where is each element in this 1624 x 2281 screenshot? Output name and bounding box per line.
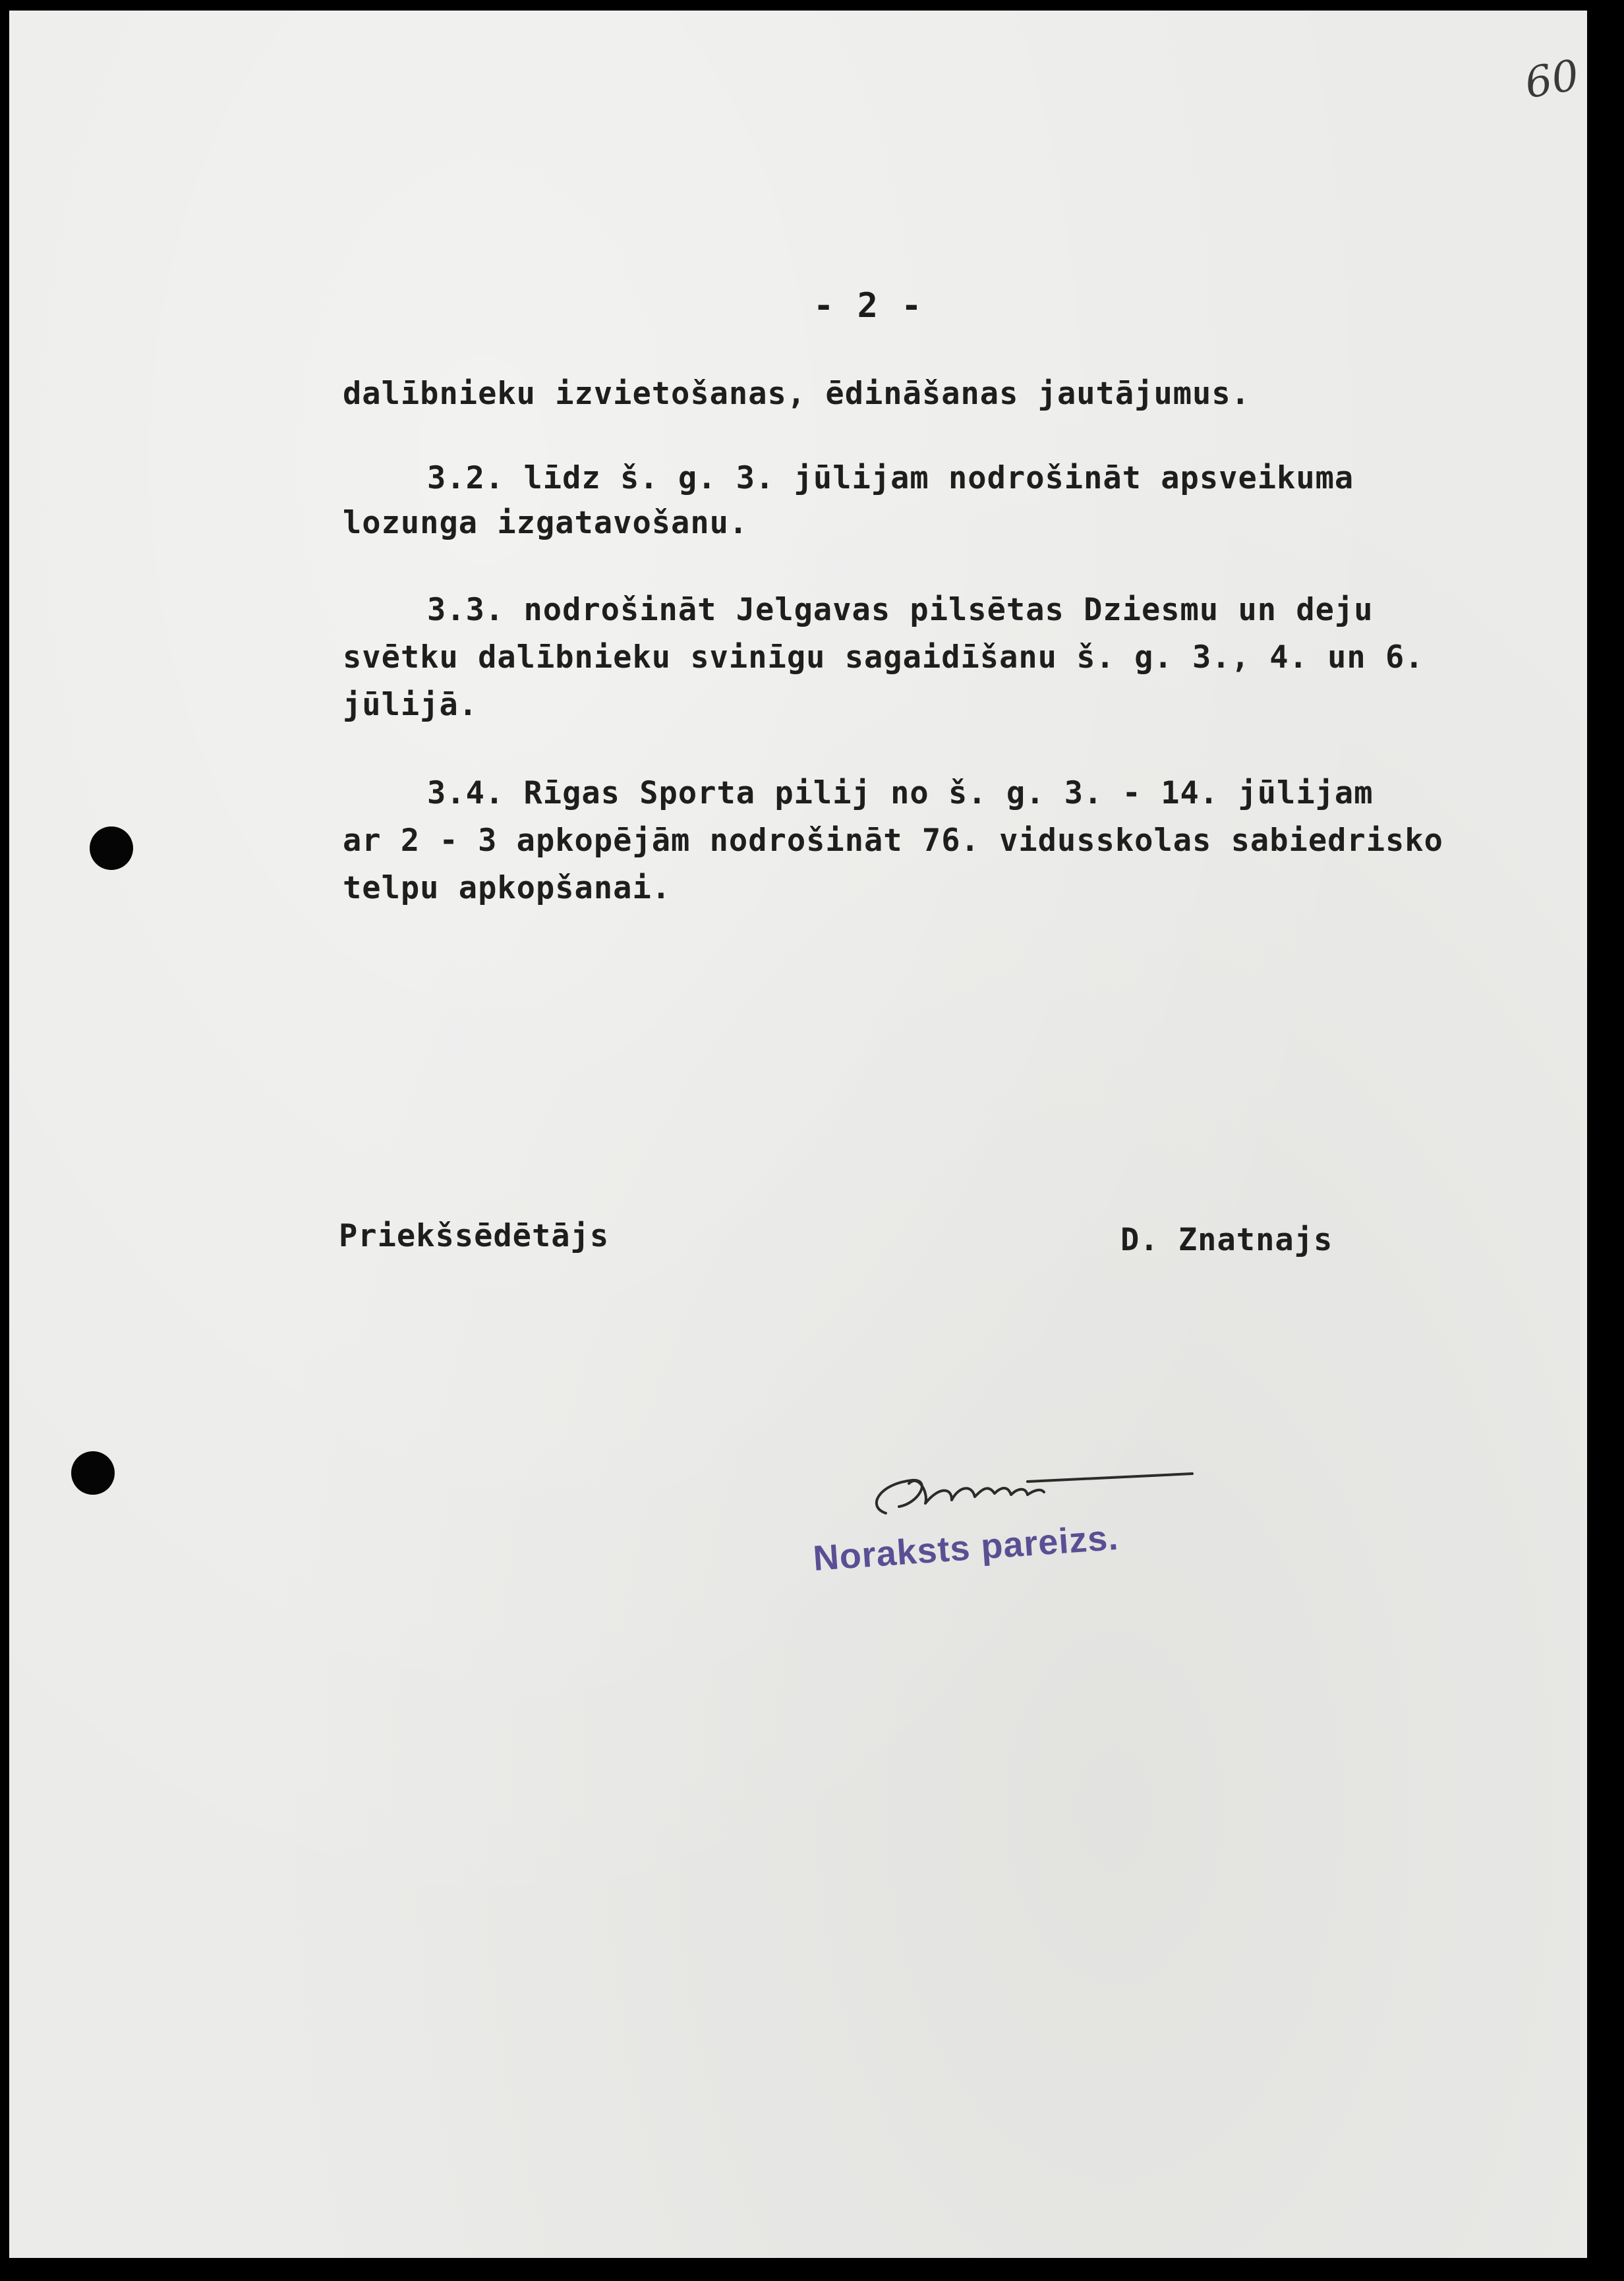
paragraph-4-line-3: telpu apkopšanai.	[343, 870, 672, 906]
paragraph-3-line-1: 3.3. nodrošināt Jelgavas pilsētas Dziesmu un deju	[427, 592, 1374, 628]
signature-name: D. Znatnajs	[1120, 1222, 1333, 1258]
punch-hole-lower	[71, 1451, 115, 1495]
page-label: - 2 -	[813, 286, 923, 326]
stamp-copy-correct: Noraksts pareizs.	[811, 1517, 1120, 1579]
paragraph-4-line-2: ar 2 - 3 apkopējām nodrošināt 76. vidusskolas sabiedrisko	[343, 823, 1443, 859]
handwritten-page-number: 60	[1521, 51, 1583, 109]
paragraph-1-line-1: dalībnieku izvietošanas, ēdināšanas jautājumus.	[343, 376, 1250, 412]
signature-role: Priekšsēdētājs	[339, 1218, 610, 1254]
handwritten-signature	[859, 1454, 1202, 1533]
document-page	[9, 11, 1587, 2258]
paragraph-4-line-1: 3.4. Rīgas Sporta pilij no š. g. 3. - 14. jūlijam	[427, 775, 1374, 811]
paragraph-2-line-2: lozunga izgatavošanu.	[343, 505, 749, 541]
punch-hole-upper	[90, 826, 133, 870]
paragraph-2-line-1: 3.2. līdz š. g. 3. jūlijam nodrošināt apsveikuma	[427, 460, 1354, 496]
paragraph-3-line-3: jūlijā.	[343, 687, 478, 723]
paragraph-3-line-2: svētku dalībnieku svinīgu sagaidīšanu š. g. 3., 4. un 6.	[343, 639, 1424, 676]
